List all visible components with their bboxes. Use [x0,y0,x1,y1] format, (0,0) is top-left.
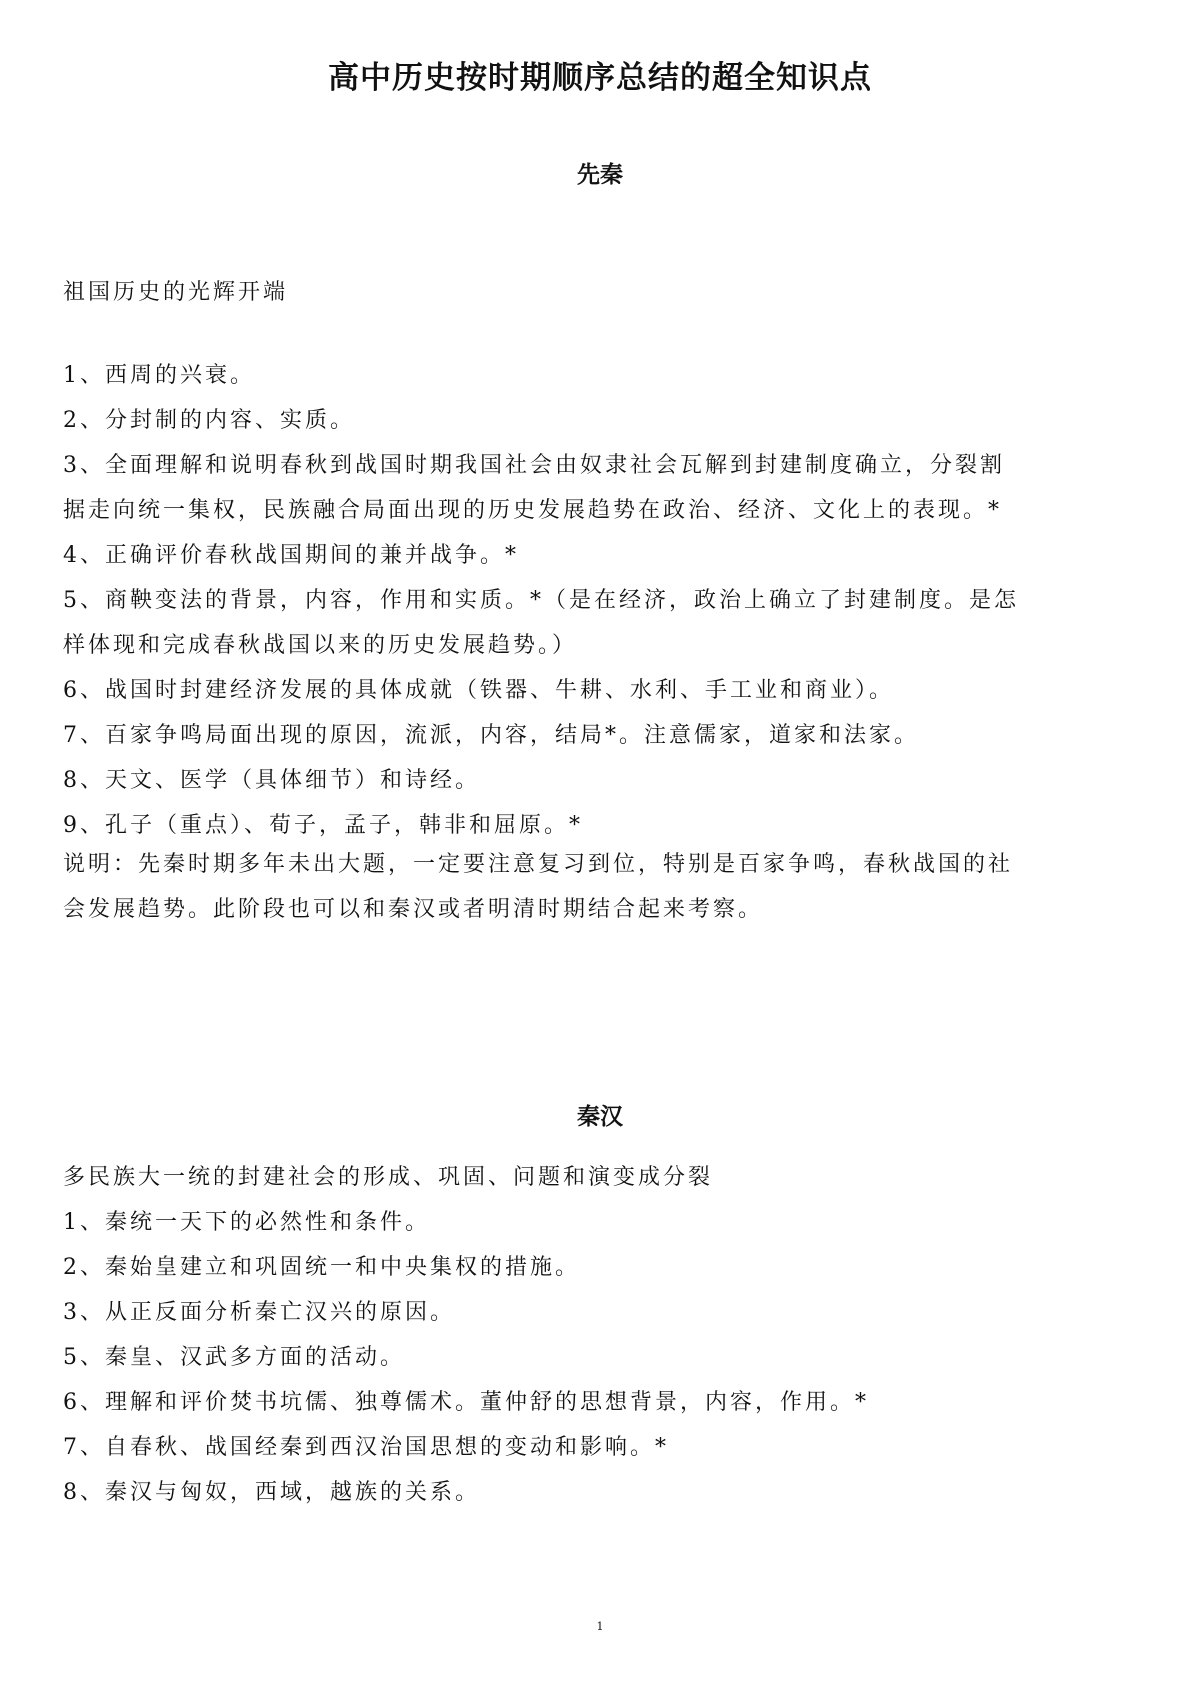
list-item: 7、自春秋、战国经秦到西汉治国思想的变动和影响。* [63,1435,669,1460]
document-title: 高中历史按时期顺序总结的超全知识点 [328,60,872,96]
list-item: 6、战国时封建经济发展的具体成就（铁器、牛耕、水利、手工业和商业）。 [63,678,894,703]
list-item: 5、秦皇、汉武多方面的活动。 [63,1345,405,1370]
section-intro: 祖国历史的光辉开端 [63,280,289,305]
section-heading-xianqin: 先秦 [577,162,623,188]
list-item: 9、孔子（重点）、荀子，孟子，韩非和屈原。* [63,813,583,838]
list-item: 2、秦始皇建立和巩固统一和中央集权的措施。 [63,1255,580,1280]
list-item: 1、秦统一天下的必然性和条件。 [63,1210,430,1235]
section-note-xianqin [63,842,1143,932]
note-line: 会发展趋势。此阶段也可以和秦汉或者明清时期结合起来考察。 [63,897,764,922]
list-item: 6、理解和评价焚书坑儒、独尊儒术。董仲舒的思想背景，内容，作用。* [63,1390,869,1415]
list-item: 2、分封制的内容、实质。 [63,408,355,433]
list-item: 据走向统一集权，民族融合局面出现的历史发展趋势在政治、经济、文化上的表现。* [63,498,1003,523]
note-line: 说明：先秦时期多年未出大题，一定要注意复习到位，特别是百家争鸣，春秋战国的社 [63,852,1014,877]
section-body-qinhan [63,1155,1143,1515]
list-item: 样体现和完成春秋战国以来的历史发展趋势。） [63,633,578,658]
list-item: 3、从正反面分析秦亡汉兴的原因。 [63,1300,455,1325]
list-item: 1、西周的兴衰。 [63,363,255,388]
list-item: 7、百家争鸣局面出现的原因，流派，内容，结局*。注意儒家，道家和法家。 [63,723,919,748]
page-number: 1 [596,1620,604,1633]
section-heading-qinhan: 秦汉 [577,1104,623,1130]
list-item: 5、商鞅变法的背景，内容，作用和实质。*（是在经济，政治上确立了封建制度。是怎 [63,588,1019,613]
section-intro-xianqin [63,270,1143,315]
list-item: 4、正确评价春秋战国期间的兼并战争。* [63,543,519,568]
list-item: 3、全面理解和说明春秋到战国时期我国社会由奴隶社会瓦解到封建制度确立，分裂割 [63,453,1005,478]
section-items-xianqin [63,353,1143,848]
section-intro: 多民族大一统的封建社会的形成、巩固、问题和演变成分裂 [63,1165,714,1190]
list-item: 8、秦汉与匈奴，西域，越族的关系。 [63,1480,480,1505]
list-item: 8、天文、医学（具体细节）和诗经。 [63,768,480,793]
